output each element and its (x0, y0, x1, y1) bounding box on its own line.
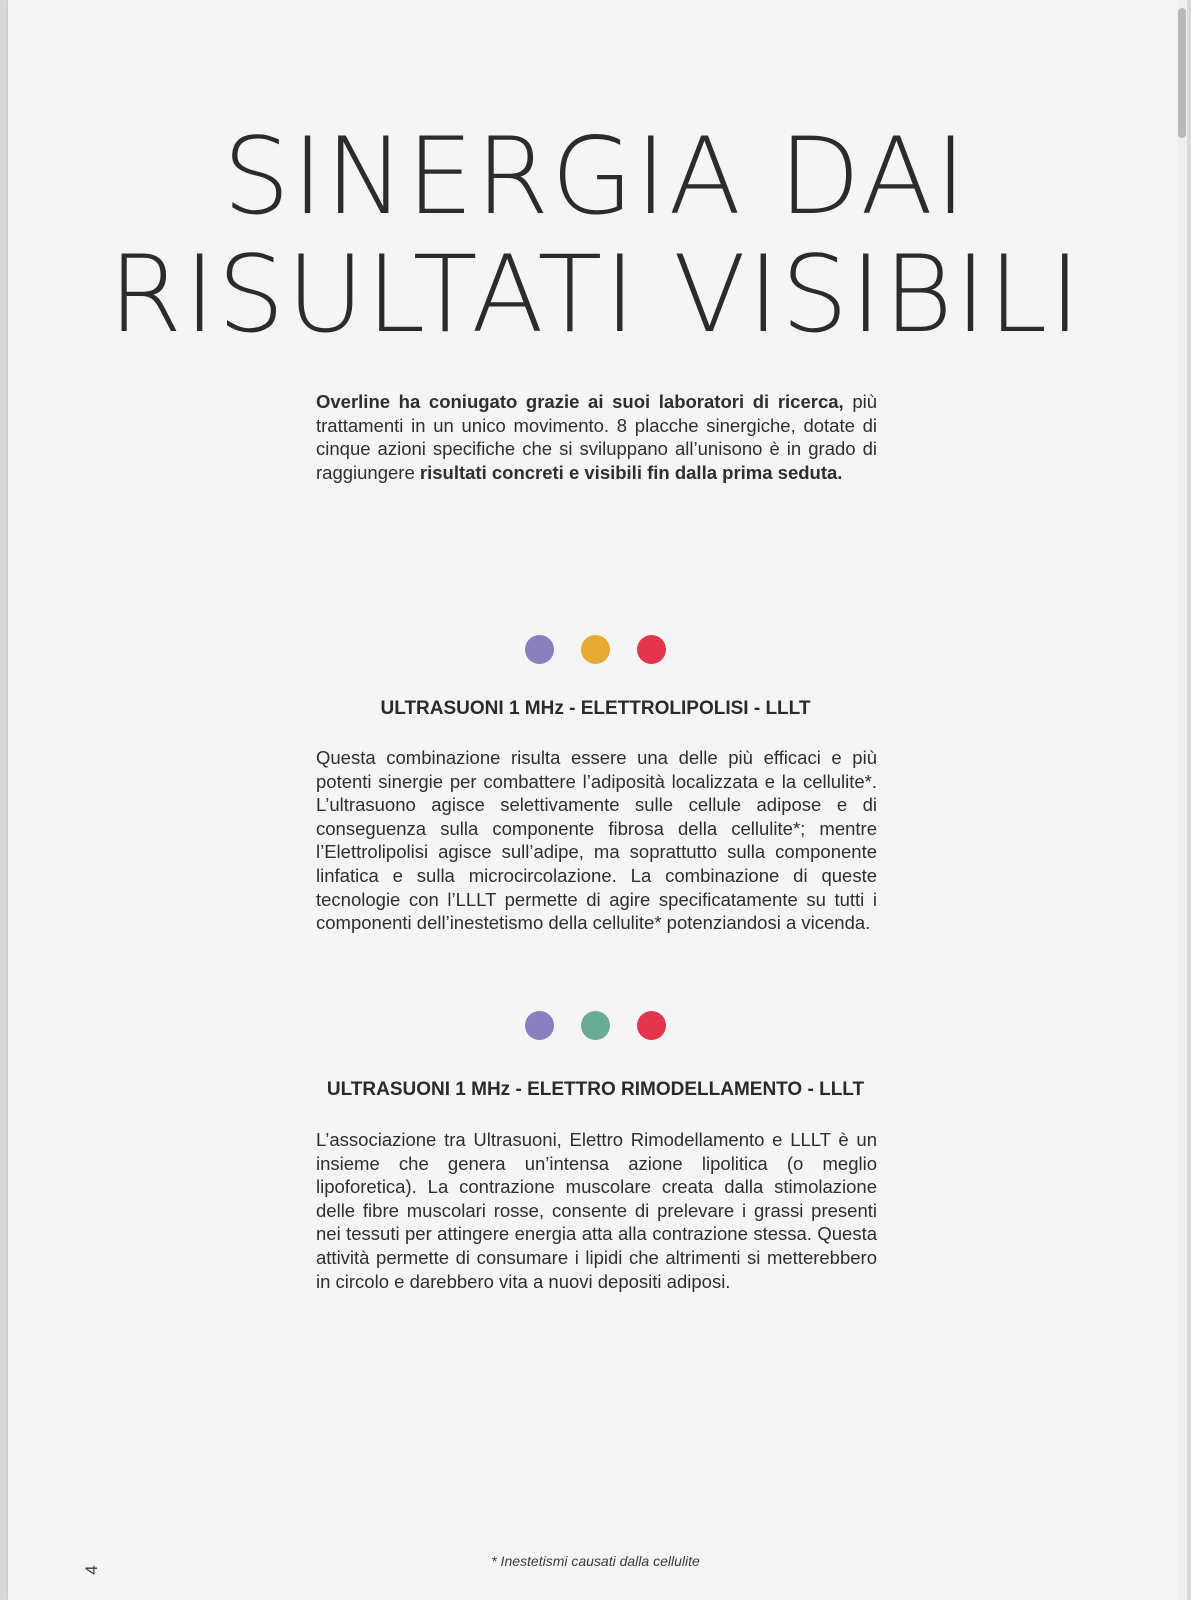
title-line-1: SINERGIA DAI (222, 115, 969, 238)
dot-purple (525, 1011, 554, 1040)
dot-yellow (581, 635, 610, 664)
title-line-2: RISULTATI VISIBILI (108, 233, 1083, 356)
dot-red (637, 635, 666, 664)
intro-text: più trattamenti in un unico movimento. 8 placche sinergiche, dotate di cinque azioni specifiche che si sviluppano all’unisono è in grado di raggiungere (316, 391, 878, 483)
color-dots-1 (0, 635, 1191, 665)
section-heading-1: ULTRASUONI 1 MHz - ELETTROLIPOLISI - LLLT (380, 698, 811, 719)
intro-bold-tail: risultati concreti e visibili fin dalla prima seduta. (419, 461, 843, 483)
section-body-2: L’associazione tra Ultrasuoni, Elettro Rimodellamento e LLLT è un insieme che genera un’intensa azione lipolitica (o meglio lipoforetica). La contrazione muscolare creata dalla stimolazione delle fibre muscolari rosse, consente di prelevare i grassi presenti nei tessuti per attingere energia atta alla contrazione stessa. Questa attività permette di consumare i lipidi che altrimenti si metterebbero in circolo e darebbero vita a nuovi depositi adiposi. (316, 1129, 877, 1292)
section-body-1: Questa combinazione risulta essere una delle più efficaci e più potenti sinergie per combattere l’adiposità localizzata e la cellulite*. L’ultrasuono agisce selettivamente sulle cellule adipose e di conseguenza sulla componente fibrosa della cellulite*; mentre l’Elettrolipolisi agisce sull’adipe, ma soprattutto sulla componente linfatica e sulla microcircolazione. La combinazione di queste tecnologie con l’LLLT permette di agire specificatamente su tutti i componenti dell’inestetismo della cellulite* potenziandosi a vicenda. (316, 747, 877, 934)
intro-paragraph (316, 390, 877, 484)
dot-purple (525, 635, 554, 664)
footnote: * Inestetismi causati dalla cellulite (491, 1553, 700, 1569)
dot-red (637, 1011, 666, 1040)
page-title (0, 115, 1191, 356)
page-number: 4 (82, 1565, 101, 1575)
section-heading-2: ULTRASUONI 1 MHz - ELETTRO RIMODELLAMENTO - LLLT (326, 1079, 865, 1100)
dot-green (581, 1011, 610, 1040)
intro-bold-lead: Overline ha coniugato grazie ai suoi laboratori di ricerca, (316, 391, 844, 412)
color-dots-2 (0, 1011, 1191, 1041)
